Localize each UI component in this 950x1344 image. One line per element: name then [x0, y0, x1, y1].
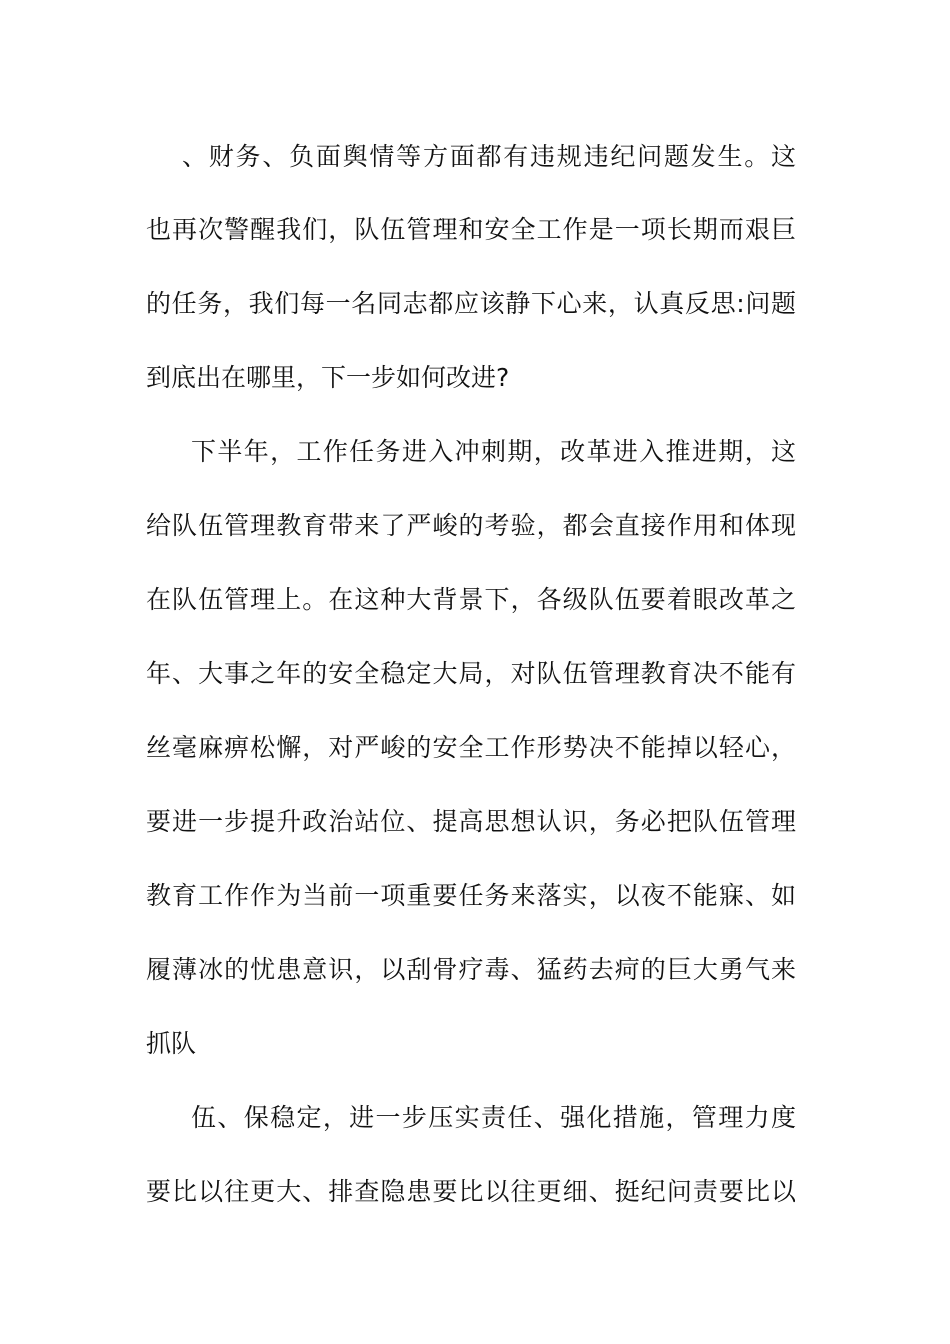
paragraph-line: 也再次警醒我们，队伍管理和安全工作是一项长期而艰巨: [146, 215, 796, 244]
paragraph-line: 给队伍管理教育带来了严峻的考验，都会直接作用和体现: [146, 511, 796, 540]
paragraph-line: 要比以往更大、排查隐患要比以往更细、挺纪问责要比以: [146, 1177, 796, 1206]
paragraph-line: 履薄冰的忧患意识，以刮骨疗毒、猛药去疴的巨大勇气来: [146, 955, 796, 984]
paragraph-line: 下半年，工作任务进入冲刺期，改革进入推进期，这: [191, 437, 796, 466]
paragraph-line: 的任务，我们每一名同志都应该静下心来，认真反思:问题: [146, 289, 796, 318]
paragraph-line: 教育工作作为当前一项重要任务来落实，以夜不能寐、如: [146, 881, 796, 910]
paragraph-line: 要进一步提升政治站位、提高思想认识，务必把队伍管理: [146, 807, 796, 836]
paragraph-line: 在队伍管理上。在这种大背景下，各级队伍要着眼改革之: [146, 585, 796, 614]
paragraph-line: 丝毫麻痹松懈，对严峻的安全工作形势决不能掉以轻心，: [146, 733, 796, 762]
paragraph-line: 年、大事之年的安全稳定大局，对队伍管理教育决不能有: [146, 659, 796, 688]
paragraph-line: 伍、保稳定，进一步压实责任、强化措施，管理力度: [191, 1103, 796, 1132]
paragraph-line: 到底出在哪里，下一步如何改进?: [146, 363, 510, 392]
paragraph-line: 抓队: [146, 1029, 197, 1058]
paragraph-line: 、财务、负面舆情等方面都有违规违纪问题发生。这: [182, 142, 796, 171]
